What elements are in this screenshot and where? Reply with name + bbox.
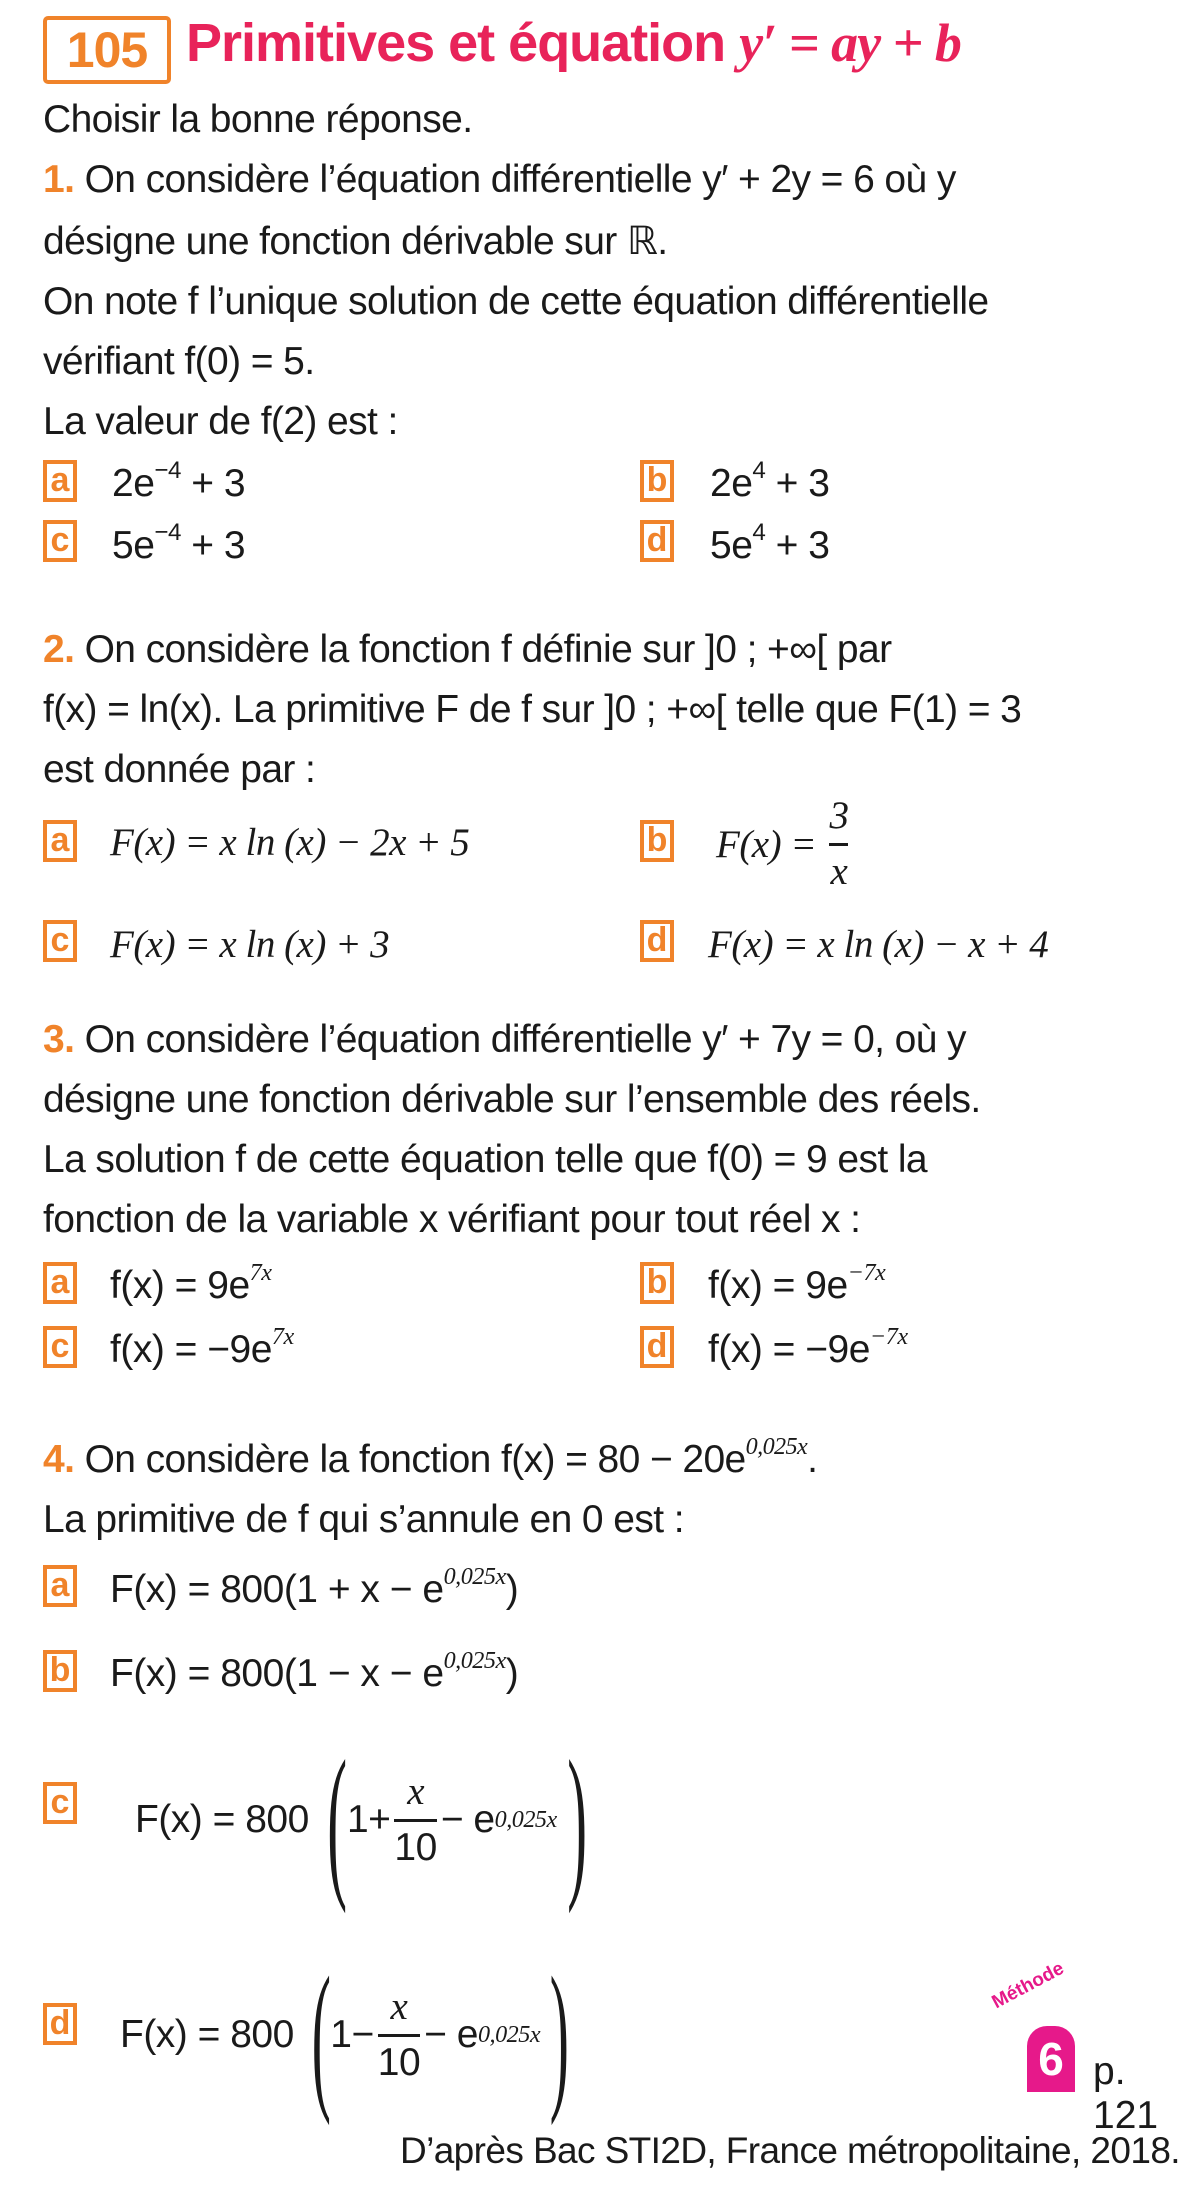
q4-option-b-box[interactable]: b bbox=[43, 1650, 77, 1692]
q4-option-d-text[interactable]: F(x) = 800 ( 1− $\frac{x}{10}$ − e 0,025x ) bbox=[120, 1950, 587, 2120]
source-citation: D’après Bac STI2D, France métropolitaine, 2018. bbox=[399, 2130, 1180, 2171]
question-2-number: 2. bbox=[43, 628, 75, 671]
q2-option-b-box[interactable]: b bbox=[640, 820, 674, 862]
question-1-line-2: désigne une fonction dérivable sur ℝ. bbox=[43, 220, 668, 263]
question-3-line-4: fonction de la variable x vérifiant pour tout réel x : bbox=[43, 1198, 861, 1241]
instruction: Choisir la bonne réponse. bbox=[43, 98, 473, 141]
exercise-title bbox=[186, 12, 961, 74]
q3-option-a-text[interactable]: $f(x) = 9e^{7x}$ bbox=[110, 1258, 272, 1307]
left-paren-icon: ( bbox=[327, 1725, 347, 1914]
question-1-line-1 bbox=[43, 160, 956, 199]
q2-option-a-box[interactable]: a bbox=[43, 820, 77, 862]
question-3-line-1 bbox=[43, 1020, 966, 1059]
question-3-number: 3. bbox=[43, 1018, 75, 1061]
q1-option-a-text[interactable]: $2e^{-4} + 3$ bbox=[112, 456, 246, 505]
right-paren-icon: ) bbox=[566, 1725, 587, 1914]
methode-badge[interactable] bbox=[988, 1957, 1085, 2095]
question-1-line-5: La valeur de f(2) est : bbox=[43, 400, 398, 443]
right-paren-icon: ) bbox=[549, 1943, 569, 2126]
q1-option-b-text[interactable]: $2e^4 + 3$ bbox=[710, 456, 830, 505]
q3-option-d-box[interactable]: d bbox=[640, 1326, 674, 1368]
question-text: On considère la fonction f définie sur ]0 ; +∞[ par bbox=[74, 628, 892, 671]
q4-option-d-box[interactable]: d bbox=[43, 2003, 77, 2045]
q1-option-c-text[interactable]: $5e^{-4} + 3$ bbox=[112, 518, 246, 567]
q3-option-c-text[interactable]: $f(x) = -9e^{7x}$ bbox=[110, 1322, 294, 1371]
left-paren-icon: ( bbox=[311, 1943, 331, 2126]
question-text: On considère l’équation différentielle y′ + 7y = 0, où y bbox=[74, 1018, 966, 1061]
question-3-line-3: La solution f de cette équation telle que f(0) = 9 est la bbox=[43, 1138, 927, 1181]
question-2-line-3: est donnée par : bbox=[43, 748, 316, 791]
question-1-line-3: On note f l’unique solution de cette équation différentielle bbox=[43, 280, 989, 323]
title-equation: y′ = ay + b bbox=[739, 13, 961, 73]
question-text: On considère l’équation différentielle y′ + 2y = 6 où y bbox=[74, 158, 956, 201]
fraction: $\frac{x}{10}$ bbox=[394, 1769, 437, 1869]
q4-option-a-text[interactable]: $F(x) = 800(1 + x - e^{0,025x})$ bbox=[110, 1562, 519, 1611]
q3-option-c-box[interactable]: c bbox=[43, 1326, 77, 1368]
q1-option-d-box[interactable]: d bbox=[640, 520, 674, 562]
question-1-line-4: vérifiant f(0) = 5. bbox=[43, 340, 315, 383]
q1-option-d-text[interactable]: $5e^4 + 3$ bbox=[710, 518, 830, 567]
question-2-line-2: f(x) = ln(x). La primitive F de f sur ]0 ; +∞[ telle que F(1) = 3 bbox=[43, 688, 1022, 731]
page-reference[interactable]: p. 121 bbox=[1093, 2050, 1159, 2137]
q4-option-b-text[interactable]: $F(x) = 800(1 - x - e^{0,025x})$ bbox=[110, 1646, 519, 1695]
question-text: On considère la fonction f(x) = 80 − 20e bbox=[74, 1438, 746, 1481]
methode-label: Méthode bbox=[988, 1957, 1068, 2014]
q1-option-b-box[interactable]: b bbox=[640, 460, 674, 502]
question-4-line-2: La primitive de f qui s’annule en 0 est : bbox=[43, 1498, 684, 1541]
q1-option-c-box[interactable]: c bbox=[43, 520, 77, 562]
q4-option-c-box[interactable]: c bbox=[43, 1782, 77, 1824]
q4-option-c-text[interactable]: F(x) = 800 ( 1+ $\frac{x}{10}$ − e 0,025x ) bbox=[135, 1730, 605, 1910]
question-4-number: 4. bbox=[43, 1438, 75, 1481]
q4-option-a-box[interactable]: a bbox=[43, 1565, 77, 1607]
q3-option-b-box[interactable]: b bbox=[640, 1262, 674, 1304]
fraction: $\frac{3}{x}$ bbox=[829, 794, 849, 893]
title-text: Primitives et équation bbox=[186, 13, 740, 73]
exercise-number-badge: 105 bbox=[43, 16, 171, 84]
question-3-line-2: désigne une fonction dérivable sur l’ensemble des réels. bbox=[43, 1078, 981, 1121]
q2-option-c-text[interactable]: F(x) = x ln (x) + 3 bbox=[110, 923, 390, 966]
question-2-line-1 bbox=[43, 630, 891, 669]
q3-option-d-text[interactable]: $f(x) = -9e^{-7x}$ bbox=[708, 1322, 908, 1371]
q2-option-a-text[interactable]: F(x) = x ln (x) − 2x + 5 bbox=[110, 821, 470, 864]
question-4-line-1: 4. On considère la fonction $f(x) = 80 - 20e^{0,025x}$. bbox=[43, 1432, 818, 1481]
question-1-number: 1. bbox=[43, 158, 75, 201]
q3-option-b-text[interactable]: $f(x) = 9e^{-7x}$ bbox=[708, 1258, 886, 1307]
methode-number: 6 bbox=[1027, 2026, 1075, 2092]
q2-option-d-box[interactable]: d bbox=[640, 920, 674, 962]
q1-option-a-box[interactable]: a bbox=[43, 460, 77, 502]
fraction: $\frac{x}{10}$ bbox=[377, 1984, 421, 2084]
q2-option-c-box[interactable]: c bbox=[43, 920, 77, 962]
q2-option-d-text[interactable]: F(x) = x ln (x) − x + 4 bbox=[708, 923, 1049, 966]
q3-option-a-box[interactable]: a bbox=[43, 1262, 77, 1304]
q2-option-b-text[interactable]: F(x) = $\frac{3}{x}$ bbox=[716, 792, 852, 897]
